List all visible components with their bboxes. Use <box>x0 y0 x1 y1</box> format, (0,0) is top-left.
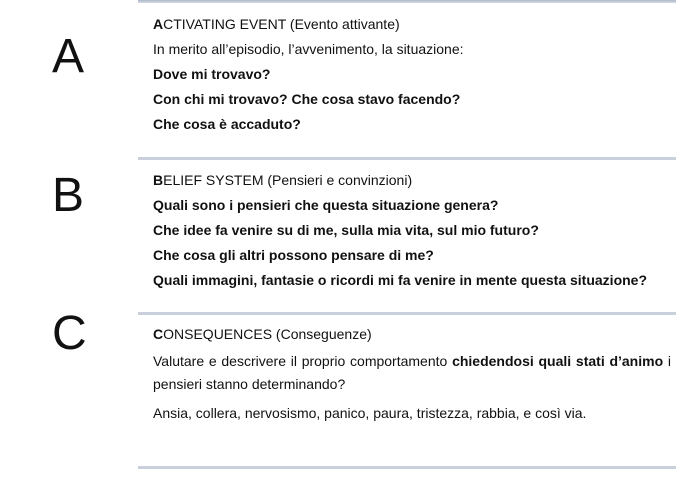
heading-rest: ONSEQUENCES (Conseguenze) <box>163 326 372 342</box>
divider-b-c <box>138 312 676 315</box>
section-a-heading <box>153 12 671 37</box>
question-item: Che cosa è accaduto? <box>153 116 301 132</box>
question-item: Che idee fa venire su di me, sulla mia vita, sul mio futuro? <box>153 222 539 238</box>
paragraph-bold: chiedendosi quali stati d’animo <box>452 353 664 369</box>
section-b-heading <box>153 168 671 193</box>
section-a-letter: A <box>52 30 85 83</box>
heading-initial: B <box>153 172 164 188</box>
divider-a-b <box>138 157 676 160</box>
section-c-heading <box>153 322 671 347</box>
bottom-divider <box>138 466 676 469</box>
section-c-examples: Ansia, collera, nervosismo, panico, paura, tristezza, rabbia, e così via. <box>153 405 587 421</box>
section-c-letter: C <box>52 307 87 360</box>
top-divider <box>138 0 676 3</box>
question-item: Quali immagini, fantasie o ricordi mi fa venire in mente questa situazione? <box>153 272 648 288</box>
section-a <box>153 12 671 137</box>
question-item: Dove mi trovavo? <box>153 66 271 82</box>
section-b-letter: B <box>52 169 85 222</box>
paragraph-part2: i pensieri stanno determinando? <box>153 353 672 392</box>
heading-initial: C <box>153 326 164 342</box>
section-c <box>153 322 671 425</box>
heading-initial: A <box>153 16 164 32</box>
question-item: Quali sono i pensieri che questa situazione genera? <box>153 197 499 213</box>
section-c-paragraph <box>153 350 671 396</box>
question-item: Con chi mi trovavo? Che cosa stavo facendo? <box>153 91 461 107</box>
section-a-intro: In merito all’episodio, l’avvenimento, la situazione: <box>153 41 464 57</box>
paragraph-part1: Valutare e descrivere il proprio comportamento <box>153 353 453 369</box>
heading-rest: ELIEF SYSTEM (Pensieri e convinzioni) <box>163 172 413 188</box>
question-item: Che cosa gli altri possono pensare di me? <box>153 247 434 263</box>
section-b <box>153 168 671 293</box>
heading-rest: CTIVATING EVENT (Evento attivante) <box>163 16 400 32</box>
